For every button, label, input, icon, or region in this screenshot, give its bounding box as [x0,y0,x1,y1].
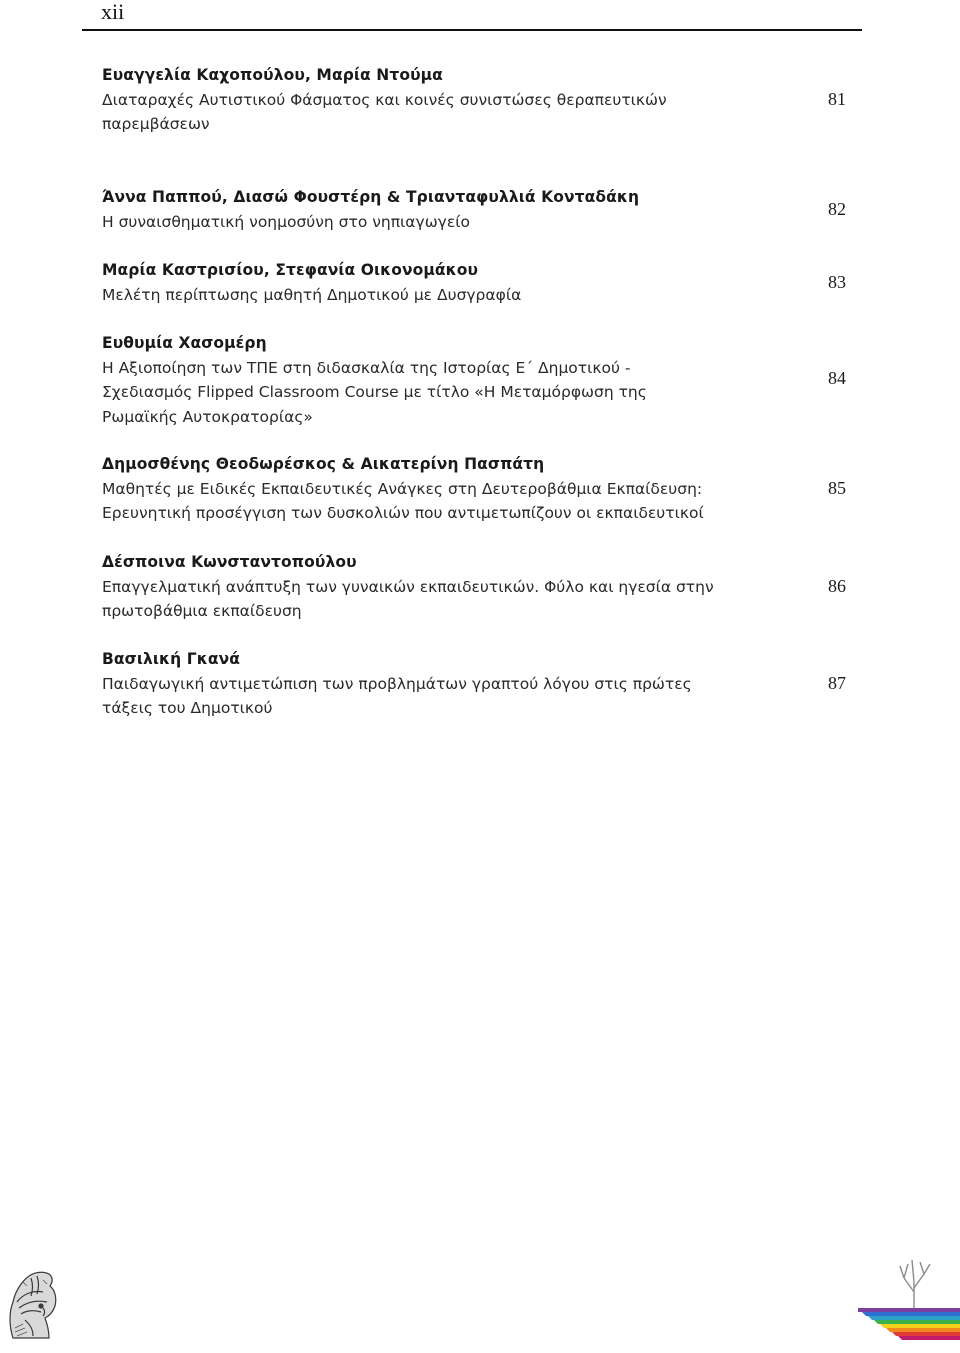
toc-entry-authors: Δέσποινα Κωνσταντοπούλου [102,553,357,571]
toc-entry-title [102,672,742,721]
toc-entry-page-number: 86 [828,576,846,596]
toc-entry-title-line: Μελέτη περίπτωσης μαθητή Δημοτικού με Δυσγραφία [102,285,522,304]
toc-entry [102,647,862,721]
toc-entry [102,185,862,234]
toc-entry [102,550,862,624]
toc-entry-title [102,88,742,137]
toc-entry-page-number: 87 [828,673,846,693]
toc-entry-title-line: Επαγγελματική ανάπτυξη των γυναικών εκπαιδευτικών. Φύλο και ηγεσία στην [102,577,714,596]
toc-entry-page-number: 82 [828,199,846,219]
toc-entry-title [102,477,742,526]
toc-entry-title-line: Ερευνητική προσέγγιση των δυσκολιών που αντιμετωπίζουν οι εκπαιδευτικοί [102,504,704,522]
toc-entry-title [102,356,742,430]
toc-entry-authors: Ευαγγελία Καχοπούλου, Μαρία Ντούμα [102,66,443,84]
toc-entry-title-line: παρεμβάσεων [102,115,210,133]
toc-entry-title [102,283,742,308]
toc-entry [102,331,862,429]
toc-entry-authors: Ευθυμία Χασομέρη [102,334,267,352]
toc-entry-title [102,210,742,235]
toc-entry-title-line: Διαταραχές Αυτιστικού Φάσματος και κοινές συνιστώσες θεραπευτικών [102,90,667,109]
tree-rainbow-logo-icon [856,1252,960,1348]
toc-entry-authors: Μαρία Καστρισίου, Στεφανία Οικονομάκου [102,261,479,279]
header-rule [82,29,862,31]
toc-entry [102,452,862,526]
toc-entry-title-line: τάξεις του Δημοτικού [102,699,273,717]
toc-entry-page-number: 84 [828,368,846,388]
toc-entry [102,63,862,137]
toc-entry-authors: Βασιλική Γκανά [102,650,241,668]
toc-entry [102,258,862,307]
toc-entry-title-line: Η Αξιοποίηση των ΤΠΕ στη διδασκαλία της Ιστορίας Ε΄ Δημοτικού - [102,358,631,377]
athena-head-logo-icon [3,1268,59,1344]
toc-entry-title-line: Η συναισθηματική νοημοσύνη στο νηπιαγωγείο [102,212,470,231]
toc-entry-title [102,575,742,624]
toc-entry-title-line: Μαθητές με Ειδικές Εκπαιδευτικές Ανάγκες στη Δευτεροβάθμια Εκπαίδευση: [102,479,703,498]
toc-entry-title-line: πρωτοβάθμια εκπαίδευση [102,602,302,620]
toc-entry-page-number: 81 [828,89,846,109]
toc-entry-title-line: Σχεδιασμός Flipped Classroom Course με τίτλο «Η Μεταμόρφωση της [102,383,647,401]
toc-entry-page-number: 85 [828,478,846,498]
toc-entry-page-number: 83 [828,272,846,292]
toc-entry-authors: Δημοσθένης Θεοδωρέσκος & Αικατερίνη Πασπάτη [102,455,545,473]
toc-entry-title-line: Ρωμαϊκής Αυτοκρατορίας» [102,407,313,426]
toc-entry-authors: Άννα Παππού, Διασώ Φουστέρη & Τριανταφυλλιά Κονταδάκη [102,188,640,206]
toc-entry-title-line: Παιδαγωγική αντιμετώπιση των προβλημάτων γραπτού λόγου στις πρώτες [102,674,692,693]
page-number: xii [101,0,125,24]
